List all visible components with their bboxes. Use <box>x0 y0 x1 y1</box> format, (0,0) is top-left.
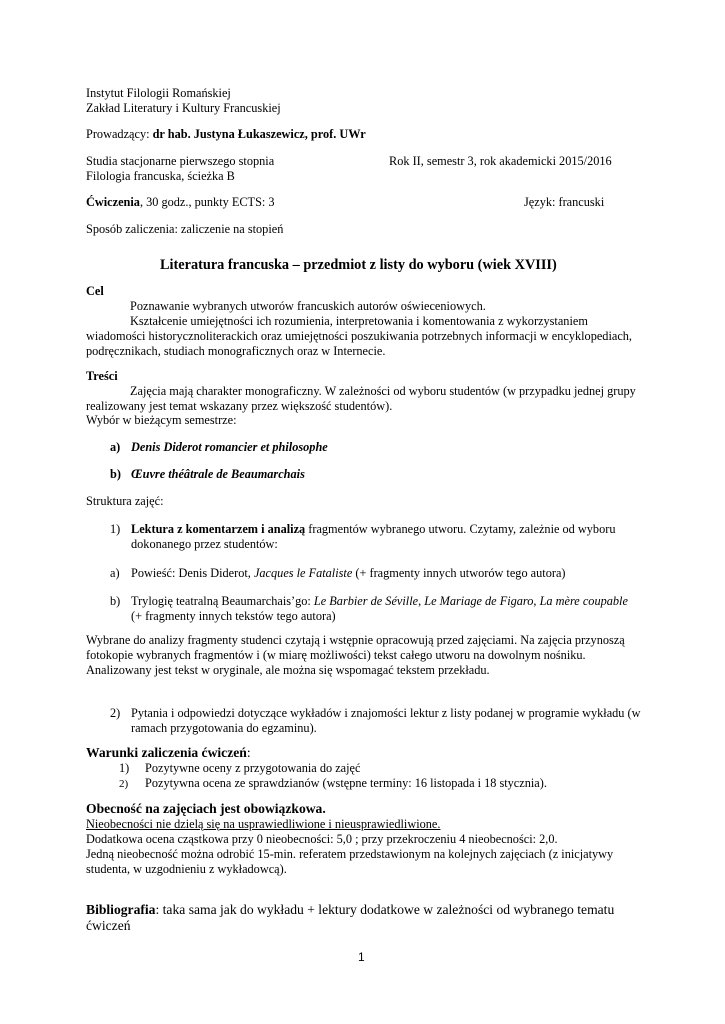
sub-b-line-1 <box>131 594 628 610</box>
exercises-label: Ćwiczenia <box>86 195 140 209</box>
sub-b-title-2: Le Mariage de Figaro <box>424 594 534 608</box>
language-info: Język: francuski <box>524 195 605 209</box>
bibliography-line-1 <box>86 902 614 918</box>
department-name: Zakład Literatury i Kultury Francuskiej <box>86 101 281 115</box>
goal-para-line-2: wiadomości historycznoliterackich oraz umiejętności poszukiwania potrzebnych informacji w encyklopediach, <box>86 329 632 343</box>
item-1-line-2: dokonanego przez studentów: <box>131 537 278 551</box>
attendance-line-3: Jedną nieobecność można odrobić 15-min. referatem przedstawionym na kolejnych zajęciach (z inicjatywy <box>86 847 614 861</box>
item-1-rest: fragmentów wybranego utworu. Czytamy, zależnie od wyboru <box>305 522 616 536</box>
content-intro-line-2: realizowany jest temat wskazany przez większość studentów). <box>86 399 393 413</box>
conditions-heading-line <box>86 745 251 761</box>
sub-b-pre: Trylogię teatralną Beaumarchais’go: <box>131 594 314 608</box>
bibliography-text: : taka sama jak do wykładu + lektury dodatkowe w zależności od wybranego tematu <box>155 902 615 917</box>
goal-para-line-1: Kształcenie umiejętności ich rozumienia, interpretowania i komentowania z wykorzystaniem <box>130 314 588 328</box>
sub-a-post: (+ fragmenty innych utworów tego autora) <box>352 566 566 580</box>
lecturer-name: dr hab. Justyna Łukaszewicz, prof. UWr <box>152 127 366 141</box>
exercises-line <box>86 195 275 211</box>
condition-1-text: Pozytywne oceny z przygotowania do zajęć <box>145 761 361 775</box>
conditions-heading: Warunki zaliczenia ćwiczeń <box>86 745 247 760</box>
option-a-marker: a) <box>110 440 121 454</box>
sub-a-title: Jacques le Fataliste <box>253 566 353 580</box>
page-number: 1 <box>358 950 365 964</box>
sub-b-title-1: Le Barbier de Séville <box>313 594 419 608</box>
lecturer-label: Prowadzący: <box>86 127 153 141</box>
sub-b-sep-2: , <box>533 594 540 608</box>
year-info: Rok II, semestr 3, rok akademicki 2015/2016 <box>389 154 612 168</box>
item-1-line-1 <box>131 522 615 538</box>
attendance-line-2: Dodatkowa ocena cząstkowa przy 0 nieobecności: 5,0 ; przy przekroczeniu 4 nieobecności: 2,0. <box>86 832 558 846</box>
sub-b-marker: b) <box>110 594 121 608</box>
condition-2-text: Pozytywna ocena ze sprawdzianów (wstępne terminy: 16 listopada i 18 stycznia). <box>145 776 547 790</box>
document-title: Literatura francuska – przedmiot z listy do wyboru (wiek XVIII) <box>160 257 557 273</box>
assessment-method: Sposób zaliczenia: zaliczenie na stopień <box>86 222 284 236</box>
attendance-underlined: Nieobecności nie dzielą się na usprawiedliwione i nieusprawiedliwione. <box>86 817 441 831</box>
analysis-para-line-1: Wybrane do analizy fragmenty studenci czytają i wstępnie opracowują przed zajęciami. Na zajęcia przynoszą <box>86 633 625 647</box>
content-choice-line: Wybór w bieżącym semestrze: <box>86 413 237 427</box>
analysis-para-line-2: fotokopie wybranych fragmentów i (w miarę możliwości) tekst całego utworu na dowolnym nośniku. <box>86 648 586 662</box>
option-b-text: Œuvre théâtrale de Beaumarchais <box>131 467 305 481</box>
goal-heading: Cel <box>86 284 104 298</box>
attendance-heading: Obecność na zajęciach jest obowiązkowa. <box>86 801 326 816</box>
conditions-colon: : <box>246 745 251 760</box>
sub-b-line-2: (+ fragmenty innych tekstów tego autora) <box>131 609 336 623</box>
lecturer-line <box>86 127 366 143</box>
exercises-info: , 30 godz., punkty ECTS: 3 <box>139 195 275 209</box>
option-b-marker: b) <box>110 467 121 481</box>
sub-b-sep-1: , <box>418 594 425 608</box>
study-track: Filologia francuska, ścieżka B <box>86 169 235 183</box>
item-2-line-1: Pytania i odpowiedzi dotyczące wykładów i znajomości lektur z listy podanej w programie wykładu (w <box>131 706 641 720</box>
item-1-bold: Lektura z komentarzem i analizą <box>131 522 306 536</box>
item-1-marker: 1) <box>110 522 121 536</box>
sub-b-title-3: La mère coupable <box>539 594 628 608</box>
content-intro-line-1: Zajęcia mają charakter monograficzny. W zależności od wyboru studentów (w przypadku jednej grupy <box>130 384 636 398</box>
analysis-para-line-3: Analizowany jest tekst w oryginale, ale można się wspomagać tekstem przekładu. <box>86 663 490 677</box>
item-2-marker: 2) <box>110 706 121 720</box>
sub-a-pre: Powieść: Denis Diderot, <box>131 566 254 580</box>
institute-name: Instytut Filologii Romańskiej <box>86 86 231 100</box>
goal-line-1: Poznawanie wybranych utworów francuskich autorów oświeceniowych. <box>130 299 486 313</box>
option-a-text: Denis Diderot romancier et philosophe <box>131 440 328 454</box>
bibliography-line-2: ćwiczeń <box>86 918 131 933</box>
goal-para-line-3: podręcznikach, studiach monograficznych oraz w Internecie. <box>86 344 386 358</box>
condition-1-marker: 1) <box>119 761 130 775</box>
structure-label: Struktura zajęć: <box>86 494 164 508</box>
attendance-line-4: studenta, w uzgodnieniu z wykładowcą). <box>86 862 287 876</box>
content-heading: Treści <box>86 369 118 383</box>
studies-type: Studia stacjonarne pierwszego stopnia <box>86 154 275 168</box>
bibliography-label: Bibliografia <box>86 902 156 917</box>
condition-2-marker: 2) <box>119 778 129 790</box>
item-2-line-2: ramach przygotowania do egzaminu). <box>131 721 317 735</box>
sub-a-marker: a) <box>110 566 120 580</box>
sub-a-line <box>131 566 566 582</box>
